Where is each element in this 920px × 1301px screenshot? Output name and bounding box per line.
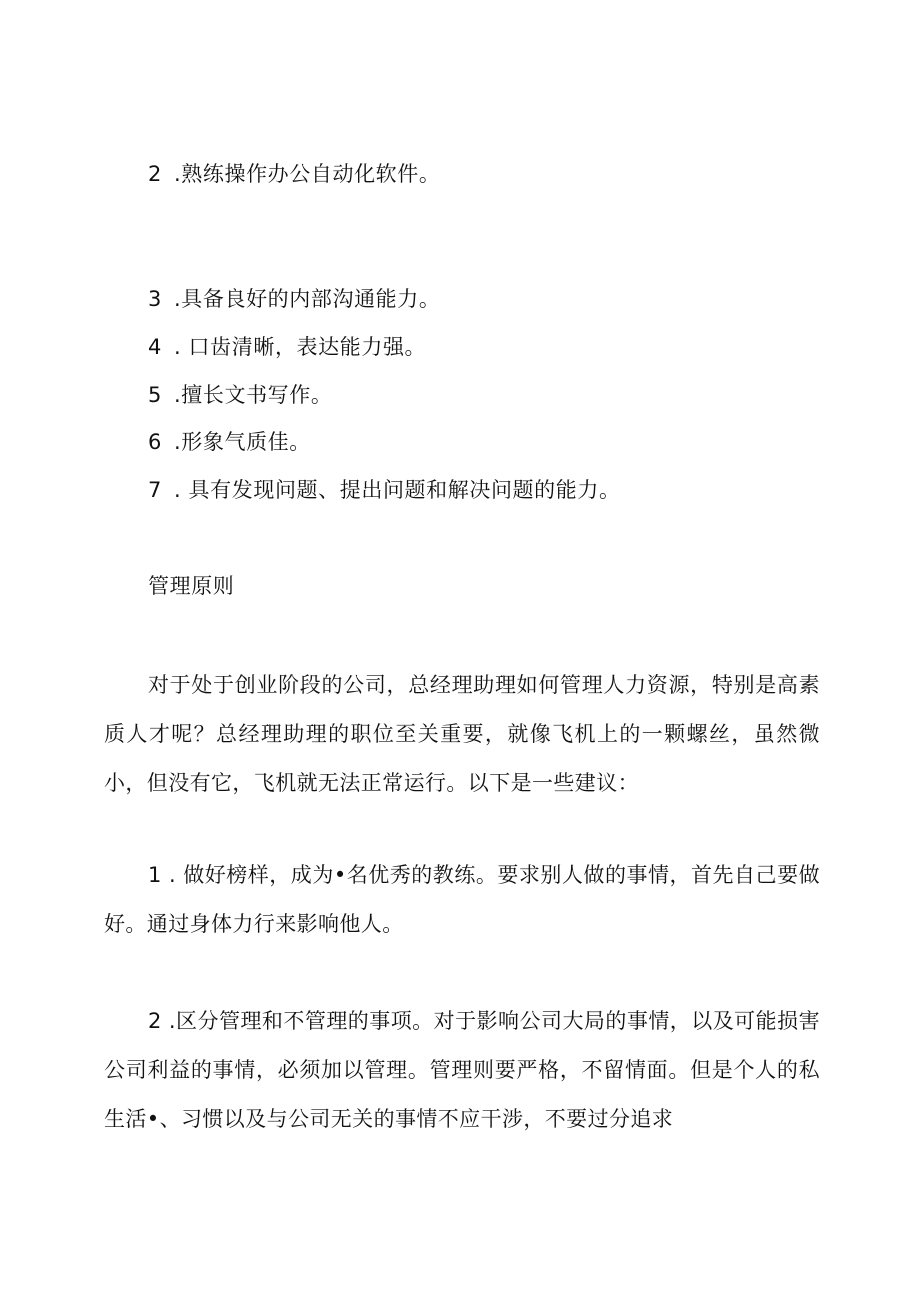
list-item-text: .熟练操作办公自动化软件。 (174, 162, 441, 186)
list-item (148, 476, 621, 504)
list-item (148, 381, 332, 409)
list-item-text: .具备良好的内部沟通能力。 (174, 287, 441, 311)
list-item (148, 160, 440, 188)
list-item-number: 5 (148, 383, 162, 407)
body-paragraph: 对于处于创业阶段的公司，总经理助理如何管理人力资源，特别是高素质人才呢？总经理助理的职位至关重要，就像飞机上的一颗螺丝，虽然微小，但没有它，飞机就无法正常运行。以下是一些建议： (104, 673, 820, 795)
list-item (148, 285, 440, 313)
body-paragraph: 1 . 做好榜样，成为•名优秀的教练。要求别人做的事情，首先自己要做好。通过身体力行来影响他人。 (104, 863, 820, 936)
list-item-text: . 口齿清晰，表达能力强。 (174, 335, 427, 359)
list-item (148, 428, 311, 456)
list-item-number: 4 (148, 335, 162, 359)
list-item-text: . 具有发现问题、提出问题和解决问题的能力。 (174, 478, 621, 502)
list-item (148, 333, 426, 361)
section-title: 管理原则 (148, 574, 235, 598)
list-item-number: 2 (148, 162, 162, 186)
list-item-text: .形象气质佳。 (174, 430, 311, 454)
list-item-text: .擅长文书写作。 (174, 383, 333, 407)
body-paragraph: 2 .区分管理和不管理的事项。对于影响公司大局的事情，以及可能损害公司利益的事情，必须加以管理。管理则要严格，不留情面。但是个人的私生活•、习惯以及与公司无关的事情不应干涉，不要过分追求 (104, 1009, 820, 1131)
list-item-number: 6 (148, 430, 162, 454)
list-item-number: 3 (148, 287, 162, 311)
list-item-number: 7 (148, 478, 162, 502)
